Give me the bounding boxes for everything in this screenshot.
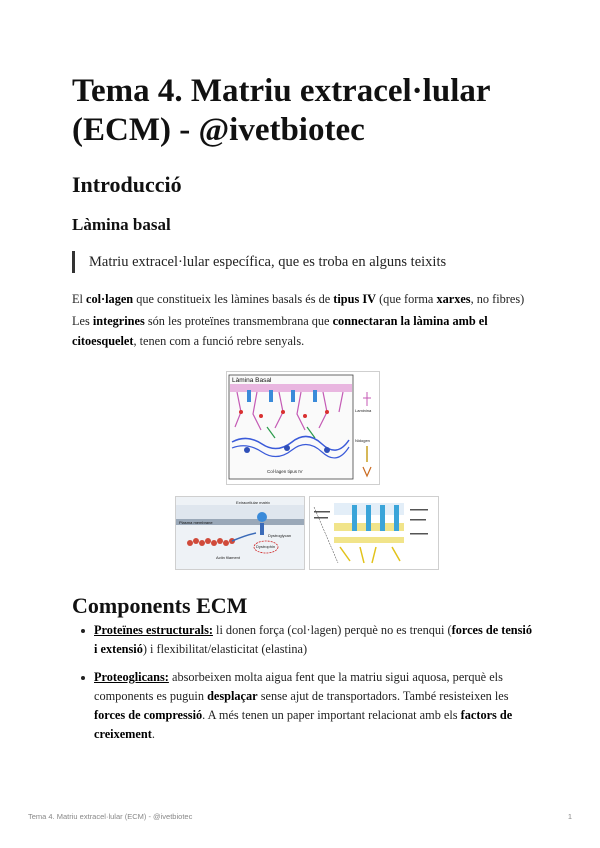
text: que constitueix les làmines basals és de xyxy=(133,292,334,306)
bold-text: tipus IV xyxy=(333,292,376,306)
heading-components: Components ECM xyxy=(72,593,248,618)
bold-text: desplaçar xyxy=(207,689,258,703)
fig2-label-ecm: Extracellular matrix xyxy=(236,500,271,505)
footer-title: Tema 4. Matriu extracel·lular (ECM) - @ivetbiotec xyxy=(28,812,193,821)
item-label: Proteoglicans: xyxy=(94,670,169,684)
lamina-basal-illustration xyxy=(227,372,379,484)
fig2-label-dystrophin: Dystrophin xyxy=(256,544,276,549)
text: El xyxy=(72,292,87,306)
bold-text: forces de compressió xyxy=(94,708,203,722)
components-list xyxy=(72,621,532,753)
text: ) i flexibilitat/elasticitat (elastina) xyxy=(142,642,308,656)
figure-lamina-basal xyxy=(226,371,380,485)
fig1-label-collagen: Col·lagen tipus IV xyxy=(267,469,303,474)
page-footer xyxy=(28,812,572,821)
blockquote: Matriu extracel·lular específica, que es troba en alguns teixits xyxy=(72,251,539,273)
text: , no fibres) xyxy=(470,292,525,306)
bold-text: col·lagen xyxy=(86,292,134,306)
page-number: 1 xyxy=(567,812,572,821)
fig1-label-nidogen: Nidogen xyxy=(355,438,370,443)
bold-text: integrines xyxy=(92,314,145,328)
list-item xyxy=(72,621,532,659)
list-item xyxy=(72,668,532,744)
page-title: Tema 4. Matriu extracel·lular (ECM) - @ivetbiotec xyxy=(72,73,490,148)
text: , tenen com a funció rebre senyals. xyxy=(133,334,305,348)
text: . xyxy=(151,727,155,741)
text: absorbeixen molta aigua fent que la matriu sigui aquosa, perquè els components es puguin xyxy=(94,670,503,703)
heading-lamina-basal: Làmina basal xyxy=(72,215,171,234)
fig1-label-laminina: Laminina xyxy=(355,408,372,413)
fig2-label-membrane: Plasma membrane xyxy=(179,520,213,525)
text: Les xyxy=(72,314,93,328)
bold-text: forces de tensió i extensió xyxy=(94,623,532,656)
paragraph-collagen xyxy=(72,289,532,309)
text: sense ajut de transportadors. També resisteixen les xyxy=(257,689,509,703)
bold-text: xarxes xyxy=(436,292,471,306)
figure-dystroglycan xyxy=(175,496,305,570)
fig2-label-dystroglycan: Dystroglycan xyxy=(268,533,292,538)
bold-text: factors de creixement xyxy=(94,708,513,741)
fig2-label-actin: Actin filament xyxy=(216,555,241,560)
figure-integrins xyxy=(309,496,439,570)
bold-text: connectaran la làmina amb el citoesquelet xyxy=(72,314,488,348)
text: són les proteïnes transmembrana que xyxy=(144,314,333,328)
fig1-title: Làmina Basal xyxy=(232,377,272,384)
item-label: Proteïnes estructurals: xyxy=(94,623,213,637)
paragraph-integrines xyxy=(72,311,532,351)
dystroglycan-illustration xyxy=(176,497,304,569)
integrins-illustration xyxy=(310,497,438,569)
text: li donen força (col·lagen) perquè no es trenqui ( xyxy=(212,623,452,637)
heading-introduccio: Introducció xyxy=(72,172,182,197)
text: . A més tenen un paper important relacionat amb els xyxy=(202,708,461,722)
text: (que forma xyxy=(376,292,437,306)
